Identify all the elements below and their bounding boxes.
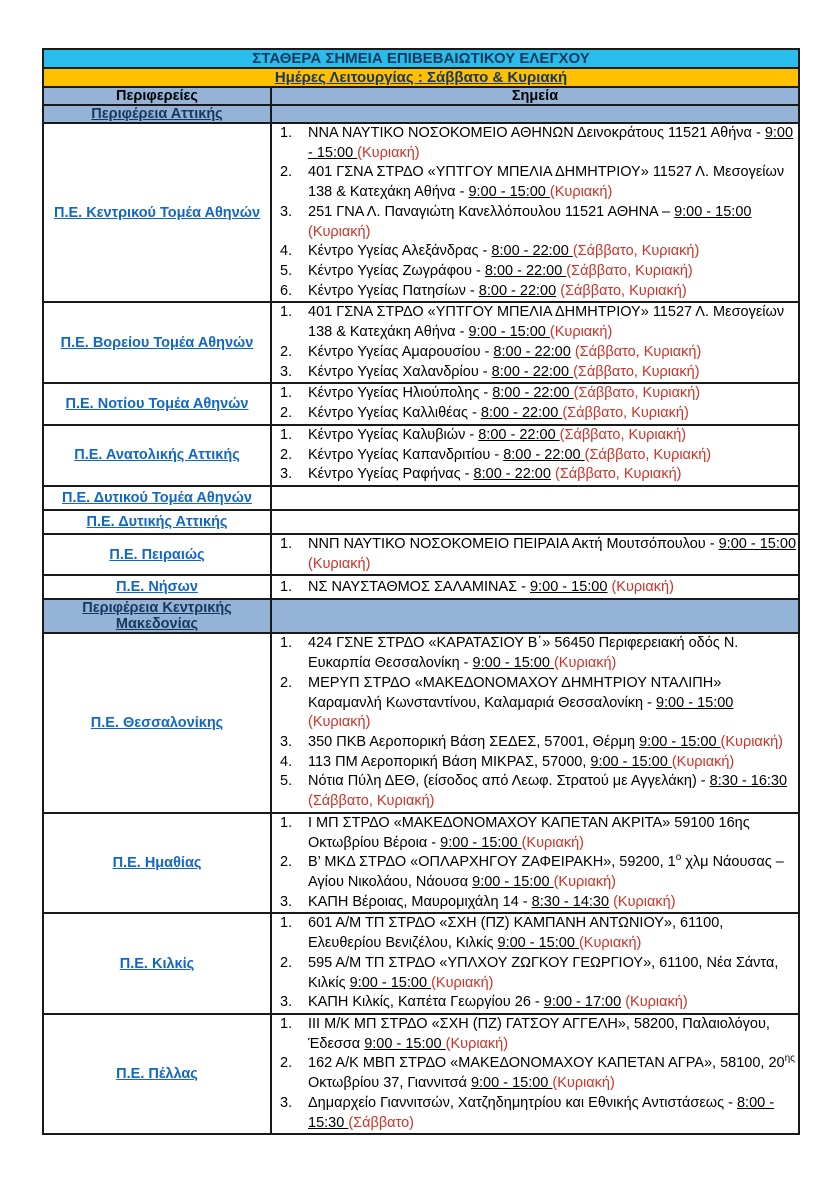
time-range: 9:00 - 15:00 xyxy=(674,203,752,220)
point-text: ΚΑΠΗ Κιλκίς, Καπέτα Γεωργίου 26 - xyxy=(308,994,544,1011)
time-range: 9:00 - 15:00 xyxy=(472,655,554,672)
time-range: 8:00 - 22:00 xyxy=(491,363,574,380)
region-link-pe-anatolikis-attikis[interactable]: Π.Ε. Ανατολικής Αττικής xyxy=(74,447,240,464)
operating-day: (Κυριακή) xyxy=(308,555,371,572)
time-range: 9:00 - 15:00 xyxy=(349,974,432,991)
point-text: Κέντρο Υγείας Αλεξάνδρας - xyxy=(308,243,492,260)
region-row-pe-kilkis xyxy=(43,913,799,1014)
column-header-row xyxy=(43,87,799,105)
operating-day: (Κυριακή) xyxy=(611,578,674,595)
point-text: Κέντρο Υγείας Ζωγράφου - xyxy=(308,263,485,280)
operating-day: (Σάββατο, Κυριακή) xyxy=(566,263,693,280)
region-row-pe-kentrikou-tomea-athinon xyxy=(43,123,799,302)
points-cell xyxy=(271,913,799,1014)
points-list xyxy=(272,303,798,382)
operating-day: (Κυριακή) xyxy=(445,1035,509,1052)
superscript-text: ο xyxy=(675,852,682,864)
page-title: ΣΤΑΘΕΡΑ ΣΗΜΕΙΑ ΕΠΙΒΕΒΑΙΩΤΙΚΟΥ ΕΛΕΓΧΟΥ xyxy=(43,49,799,68)
operating-day: (Σάββατο, Κυριακή) xyxy=(308,793,435,810)
time-range: 8:00 - 22:00 xyxy=(484,263,567,280)
region-name-cell xyxy=(43,913,271,1014)
time-range: 9:00 - 15:00 xyxy=(440,834,522,851)
point-text: Οκτωβρίου 37, Γιαννιτσά xyxy=(308,1075,471,1092)
point-text: Κέντρο Υγείας Ηλιούπολης - xyxy=(308,385,493,402)
time-range: 8:00 - 22:00 xyxy=(478,426,560,443)
operating-day: (Κυριακή) xyxy=(308,714,371,731)
point-text: Κέντρο Υγείας Ραφήνας - xyxy=(308,466,474,483)
region-link-pe-nison[interactable]: Π.Ε. Νήσων xyxy=(116,579,198,596)
section-header-cell xyxy=(43,105,271,123)
region-name-cell xyxy=(43,575,271,599)
time-range: 8:00 - 15:30 xyxy=(308,1094,775,1131)
operating-day: (Σάββατο) xyxy=(348,1114,414,1131)
point-text: 162 Α/Κ ΜΒΠ ΣΤΡΔΟ «ΜΑΚΕΔΟΝΟΜΑΧΟΥ ΚΑΠΕΤΑΝ ΑΓΡΑ», 58100, 20 xyxy=(308,1055,785,1072)
region-link-pe-imathias[interactable]: Π.Ε. Ημαθίας xyxy=(112,855,202,872)
point-text: Νότια Πύλη ΔΕΘ, (είσοδος από Λεωφ. Στρατού με Αγγελάκη) - xyxy=(308,773,710,790)
point-text: χλμ Νάουσας – Αγίου Νικολάου, Νάουσα xyxy=(308,854,784,890)
points-cell xyxy=(271,633,799,812)
operating-day: (Κυριακή) xyxy=(553,655,617,672)
point-text: 601 Α/Μ ΤΠ ΣΤΡΔΟ «ΣΧΗ (ΠΖ) ΚΑΜΠΑΝΗ ΑΝΤΩΝΙΟΥ», 61100, Ελευθερίου Βενιζέλου, Κιλκίς xyxy=(308,915,724,952)
point-text: 424 ΓΣΝΕ ΣΤΡΔΟ «ΚΑΡΑΤΑΣΙΟΥ Β΄» 56450 Περιφερειακή οδός Ν. Ευκαρπία Θεσσαλονίκη - xyxy=(308,635,739,672)
time-range: 8:00 - 22:00 xyxy=(492,385,574,402)
operating-day: (Σάββατο, Κυριακή) xyxy=(584,446,712,463)
region-name-cell xyxy=(43,123,271,302)
points-list xyxy=(272,1015,798,1133)
point-text: Κέντρο Υγείας Πατησίων - xyxy=(308,282,479,299)
operating-day: (Σάββατο, Κυριακή) xyxy=(572,243,700,260)
time-range: 9:00 - 15:00 xyxy=(468,324,550,341)
points-list xyxy=(272,124,798,301)
points-cell xyxy=(271,510,799,534)
region-name-cell xyxy=(43,383,271,424)
time-range: 9:00 - 15:00 xyxy=(718,535,797,552)
region-link-pe-voreiou-tomea-athinon[interactable]: Π.Ε. Βορείου Τομέα Αθηνών xyxy=(60,334,254,351)
point-item xyxy=(272,465,798,485)
region-name-cell xyxy=(43,425,271,486)
operating-day: (Κυριακή) xyxy=(613,893,676,910)
time-range: 9:00 - 15:00 xyxy=(530,578,608,595)
point-item xyxy=(272,446,798,466)
point-text: 350 ΠΚΒ Αεροπορική Βάση ΣΕΔΕΣ, 57001, Θέρμη xyxy=(308,733,640,750)
operating-day: (Κυριακή) xyxy=(553,874,616,890)
point-item xyxy=(272,893,798,913)
point-item xyxy=(272,163,798,202)
time-range: 9:00 - 15:00 xyxy=(472,874,554,890)
operating-day: (Σάββατο, Κυριακή) xyxy=(554,466,682,483)
point-text: 595 Α/Μ ΤΠ ΣΤΡΔΟ «ΥΠΛΧΟΥ ΖΩΓΚΟΥ ΓΕΩΡΓΙΟΥ», 61100, Νέα Σάντα, Κιλκίς xyxy=(308,954,779,991)
points-list xyxy=(272,634,798,811)
point-text: Δημαρχείο Γιαννιτσών, Χατζηδημητρίου και Εθνικής Αντιστάσεως - xyxy=(308,1094,737,1111)
point-text: ΝΣ ΝΑΥΣΤΑΘΜΟΣ ΣΑΛΑΜΙΝΑΣ - xyxy=(308,578,531,595)
points-cell xyxy=(271,383,799,424)
operating-day: (Κυριακή) xyxy=(625,994,688,1011)
operating-day: (Σάββατο, Κυριακή) xyxy=(562,405,689,422)
time-range: 8:00 - 22:00 xyxy=(478,282,557,299)
point-item xyxy=(272,914,798,953)
point-text: Κέντρο Υγείας Χαλανδρίου - xyxy=(308,363,492,380)
region-name-cell xyxy=(43,510,271,534)
point-item xyxy=(272,404,798,424)
point-item xyxy=(272,1094,798,1133)
region-name-cell xyxy=(43,633,271,812)
time-range: 9:00 - 15:00 xyxy=(639,733,721,750)
point-item xyxy=(272,363,798,383)
points-cell xyxy=(271,575,799,599)
region-name-cell xyxy=(43,486,271,510)
point-text: ΚΑΠΗ Βέροιας, Μαυρομιχάλη 14 - xyxy=(308,893,532,910)
section-header-cell xyxy=(43,599,271,633)
point-text: Β’ ΜΚΔ ΣΤΡΔΟ «ΟΠΛΑΡΧΗΓΟΥ ΖΑΦΕΙΡΑΚΗ», 59200, 1 xyxy=(308,854,676,871)
region-row-pe-peiraios xyxy=(43,534,799,575)
points-cell xyxy=(271,1014,799,1134)
operating-day: (Κυριακή) xyxy=(549,184,613,201)
section-row xyxy=(43,105,799,123)
point-item xyxy=(272,853,798,892)
point-item xyxy=(272,535,798,574)
time-range: 8:00 - 22:00 xyxy=(503,446,585,463)
operating-day: (Σάββατο, Κυριακή) xyxy=(573,385,701,402)
operating-day: (Κυριακή) xyxy=(308,223,371,240)
point-text: Κέντρο Υγείας Καλυβιών - xyxy=(308,426,479,443)
point-item xyxy=(272,753,798,773)
point-item xyxy=(272,343,798,363)
time-range: 9:00 - 15:00 xyxy=(308,125,794,161)
section-link-perifereia-kentrikis-makedonias[interactable]: Περιφέρεια Κεντρικής Μακεδονίας xyxy=(82,600,232,633)
point-item xyxy=(272,262,798,282)
points-list xyxy=(272,578,798,598)
point-text: 401 ΓΣΝΑ ΣΤΡΔΟ «ΥΠΤΓΟΥ ΜΠΕΛΙΑ ΔΗΜΗΤΡΙΟΥ» 11527 Λ. Μεσογείων 138 & Κατεχάκη Αθήνα - xyxy=(308,304,785,341)
time-range: 9:00 - 15:00 xyxy=(590,753,672,770)
operating-day: (Κυριακή) xyxy=(578,935,642,952)
operating-day: (Κυριακή) xyxy=(431,974,494,991)
superscript-text: ης xyxy=(784,1053,795,1065)
points-cell xyxy=(271,302,799,383)
point-text: Κέντρο Υγείας Καλλιθέας - xyxy=(308,405,481,422)
region-row-pe-dytikou-tomea-athinon xyxy=(43,486,799,510)
operating-day: (Κυριακή) xyxy=(521,834,585,851)
points-list xyxy=(272,384,798,423)
point-item xyxy=(272,282,798,302)
column-header-points: Σημεία xyxy=(271,87,799,105)
section-link-perifereia-attikis[interactable]: Περιφέρεια Αττικής xyxy=(91,106,223,122)
point-item xyxy=(272,772,798,811)
fixed-control-points-table xyxy=(42,48,800,1135)
operating-day: (Κυριακή) xyxy=(552,1075,615,1092)
points-list xyxy=(272,426,798,485)
region-link-pe-kilkis[interactable]: Π.Ε. Κιλκίς xyxy=(119,955,195,972)
point-item xyxy=(272,426,798,446)
point-text: 113 ΠΜ Αεροπορική Βάση ΜΙΚΡΑΣ, 57000, xyxy=(308,753,591,770)
region-name-cell xyxy=(43,534,271,575)
operating-day: (Κυριακή) xyxy=(671,753,735,770)
section-header-empty-cell xyxy=(271,599,799,633)
time-range: 9:00 - 15:00 xyxy=(364,1035,446,1052)
operating-day: (Σάββατο, Κυριακή) xyxy=(560,282,687,299)
point-item xyxy=(272,733,798,753)
point-item xyxy=(272,814,798,853)
points-cell xyxy=(271,123,799,302)
time-range: 8:00 - 22:00 xyxy=(480,405,563,422)
time-range: 8:00 - 22:00 xyxy=(473,466,551,483)
points-list xyxy=(272,914,798,1013)
region-row-pe-thessalonikis xyxy=(43,633,799,812)
region-row-pe-pellas xyxy=(43,1014,799,1134)
column-header-regions: Περιφερείες xyxy=(43,87,271,105)
region-link-pe-thessalonikis[interactable]: Π.Ε. Θεσσαλονίκης xyxy=(90,715,224,732)
time-range: 8:30 - 16:30 xyxy=(709,773,788,790)
section-row xyxy=(43,599,799,633)
points-cell xyxy=(271,425,799,486)
operating-day: (Σάββατο, Κυριακή) xyxy=(574,343,702,360)
time-range: 8:30 - 14:30 xyxy=(531,893,610,910)
operating-day: (Κυριακή) xyxy=(549,324,613,341)
point-text: ΝΝΑ ΝΑΥΤΙΚΟ ΝΟΣΟΚΟΜΕΙΟ ΑΘΗΝΩΝ Δεινοκράτους 11521 Αθήνα - xyxy=(308,125,765,141)
operating-days-header xyxy=(43,68,799,87)
point-item xyxy=(272,203,798,242)
section-header-empty-cell xyxy=(271,105,799,123)
time-range: 9:00 - 15:00 xyxy=(470,1075,553,1092)
region-row-pe-notiou-tomea-athinon xyxy=(43,383,799,424)
time-range: 9:00 - 15:00 xyxy=(468,184,550,201)
point-text: ΝΝΠ ΝΑΥΤΙΚΟ ΝΟΣΟΚΟΜΕΙΟ ΠΕΙΡΑΙΑ Ακτή Μουτσόπουλου - xyxy=(308,535,719,552)
point-item xyxy=(272,954,798,993)
points-list xyxy=(272,535,798,574)
time-range: 8:00 - 22:00 xyxy=(491,243,573,260)
operating-day: (Κυριακή) xyxy=(720,733,783,750)
point-item xyxy=(272,242,798,262)
region-name-cell xyxy=(43,1014,271,1134)
region-row-pe-voreiou-tomea-athinon xyxy=(43,302,799,383)
point-text: ΙΙΙ Μ/Κ ΜΠ ΣΤΡΔΟ «ΣΧΗ (ΠΖ) ΓΑΤΣΟΥ ΑΓΓΕΛΗ», 58200, Παλαιολόγου, Έδεσσα xyxy=(308,1016,770,1052)
point-text: 251 ΓΝΑ Λ. Παναγιώτη Κανελλόπουλου 11521 ΑΘΗΝΑ – xyxy=(308,203,675,220)
points-cell xyxy=(271,486,799,510)
region-link-pe-peiraios[interactable]: Π.Ε. Πειραιώς xyxy=(109,546,205,563)
time-range: 9:00 - 17:00 xyxy=(543,994,622,1011)
operating-day: (Κυριακή) xyxy=(357,144,420,161)
title-row xyxy=(43,49,799,68)
point-item xyxy=(272,1015,798,1054)
point-item xyxy=(272,303,798,342)
points-list xyxy=(272,814,798,913)
region-link-pe-dytikis-attikis[interactable]: Π.Ε. Δυτικής Αττικής xyxy=(86,513,228,530)
points-cell xyxy=(271,813,799,914)
operating-days-text: Ημέρες Λειτουργίας : Σάββατο & Κυριακή xyxy=(274,69,568,86)
point-item xyxy=(272,993,798,1013)
subtitle-row xyxy=(43,68,799,87)
operating-day: (Σάββατο, Κυριακή) xyxy=(573,363,700,380)
point-item xyxy=(272,1054,798,1093)
point-text: Κέντρο Υγείας Αμαρουσίου - xyxy=(308,343,494,360)
point-text: Κέντρο Υγείας Καπανδριτίου - xyxy=(308,446,504,463)
time-range: 9:00 - 15:00 xyxy=(497,935,579,952)
point-text: Ι ΜΠ ΣΤΡΔΟ «ΜΑΚΕΔΟΝΟΜΑΧΟΥ ΚΑΠΕΤΑΝ ΑΚΡΙΤΑ» 59100 16ης Οκτωβρίου Βέροια - xyxy=(308,814,750,851)
point-item xyxy=(272,124,798,163)
point-text: 401 ΓΣΝΑ ΣΤΡΔΟ «ΥΠΤΓΟΥ ΜΠΕΛΙΑ ΔΗΜΗΤΡΙΟΥ» 11527 Λ. Μεσογείων 138 & Κατεχάκη Αθήνα - xyxy=(308,164,785,201)
region-link-pe-dytikou-tomea-athinon[interactable]: Π.Ε. Δυτικού Τομέα Αθηνών xyxy=(62,489,252,506)
region-name-cell xyxy=(43,813,271,914)
point-text: ΜΕΡΥΠ ΣΤΡΔΟ «ΜΑΚΕΔΟΝΟΜΑΧΟΥ ΔΗΜΗΤΡΙΟΥ ΝΤΑΛΙΠΗ» Καραμανλή Κωνσταντίνου, Καλαμαριά Θεσσαλονίκη - xyxy=(308,674,722,711)
region-row-pe-anatolikis-attikis xyxy=(43,425,799,486)
region-row-pe-nison xyxy=(43,575,799,599)
region-link-pe-kentrikou-tomea-athinon[interactable]: Π.Ε. Κεντρικού Τομέα Αθηνών xyxy=(53,204,261,221)
region-link-pe-pellas[interactable]: Π.Ε. Πέλλας xyxy=(116,1066,198,1083)
point-item xyxy=(272,578,798,598)
point-item xyxy=(272,634,798,673)
time-range: 8:00 - 22:00 xyxy=(493,343,571,360)
region-row-pe-dytikis-attikis xyxy=(43,510,799,534)
point-item xyxy=(272,674,798,733)
time-range: 9:00 - 15:00 xyxy=(655,694,734,711)
operating-day: (Σάββατο, Κυριακή) xyxy=(559,426,687,443)
points-cell xyxy=(271,534,799,575)
region-name-cell xyxy=(43,302,271,383)
region-row-pe-imathias xyxy=(43,813,799,914)
point-item xyxy=(272,384,798,404)
region-link-pe-notiou-tomea-athinon[interactable]: Π.Ε. Νοτίου Τομέα Αθηνών xyxy=(65,396,249,413)
